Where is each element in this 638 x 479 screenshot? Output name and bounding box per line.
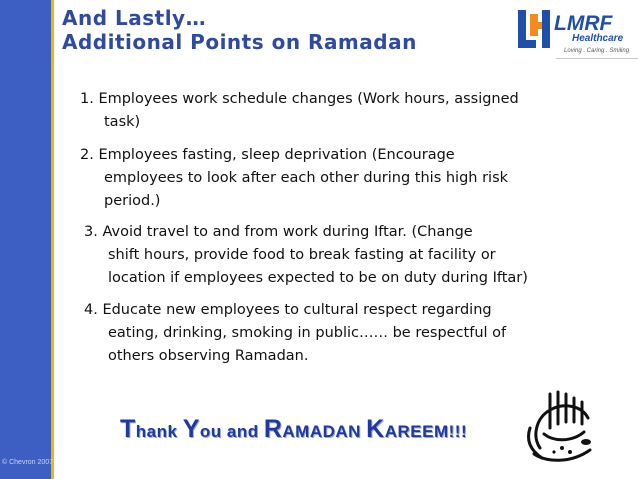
sidebar-accent-stripe (51, 0, 54, 479)
logo-sub: Healthcare (572, 33, 624, 44)
copyright-text: © Chevron 2007 (2, 459, 54, 466)
title-line-1: And Lastly… (62, 6, 207, 30)
point-2: 2. Employees fasting, sleep deprivation (Encourage employees to look after each other during this high risk period.) (80, 147, 509, 209)
lmrf-logo (514, 4, 636, 60)
title-line-2: Additional Points on Ramadan (62, 30, 417, 54)
header-rule (556, 58, 638, 61)
arabic-calligraphy-icon (520, 388, 605, 470)
logo-mark-icon (518, 10, 550, 48)
closing-message: Thank You and RAMADAN KAREEM!!! (120, 415, 468, 443)
point-3: 3. Avoid travel to and from work during Iftar. (Change shift hours, provide food to break fasting at facility or location if employees expected to be on duty during Iftar) (84, 224, 528, 286)
point-1: 1. Employees work schedule changes (Work hours, assigned task) (80, 91, 519, 130)
slide-title (62, 6, 417, 54)
point-4: 4. Educate new employees to cultural respect regarding eating, drinking, smoking in public…… be respectful of others observing Ramadan. (84, 302, 507, 364)
logo-brand: LMRF (554, 12, 613, 35)
logo-tagline: Loving . Caring . Smiling (564, 48, 630, 54)
sidebar-bar (0, 0, 54, 479)
